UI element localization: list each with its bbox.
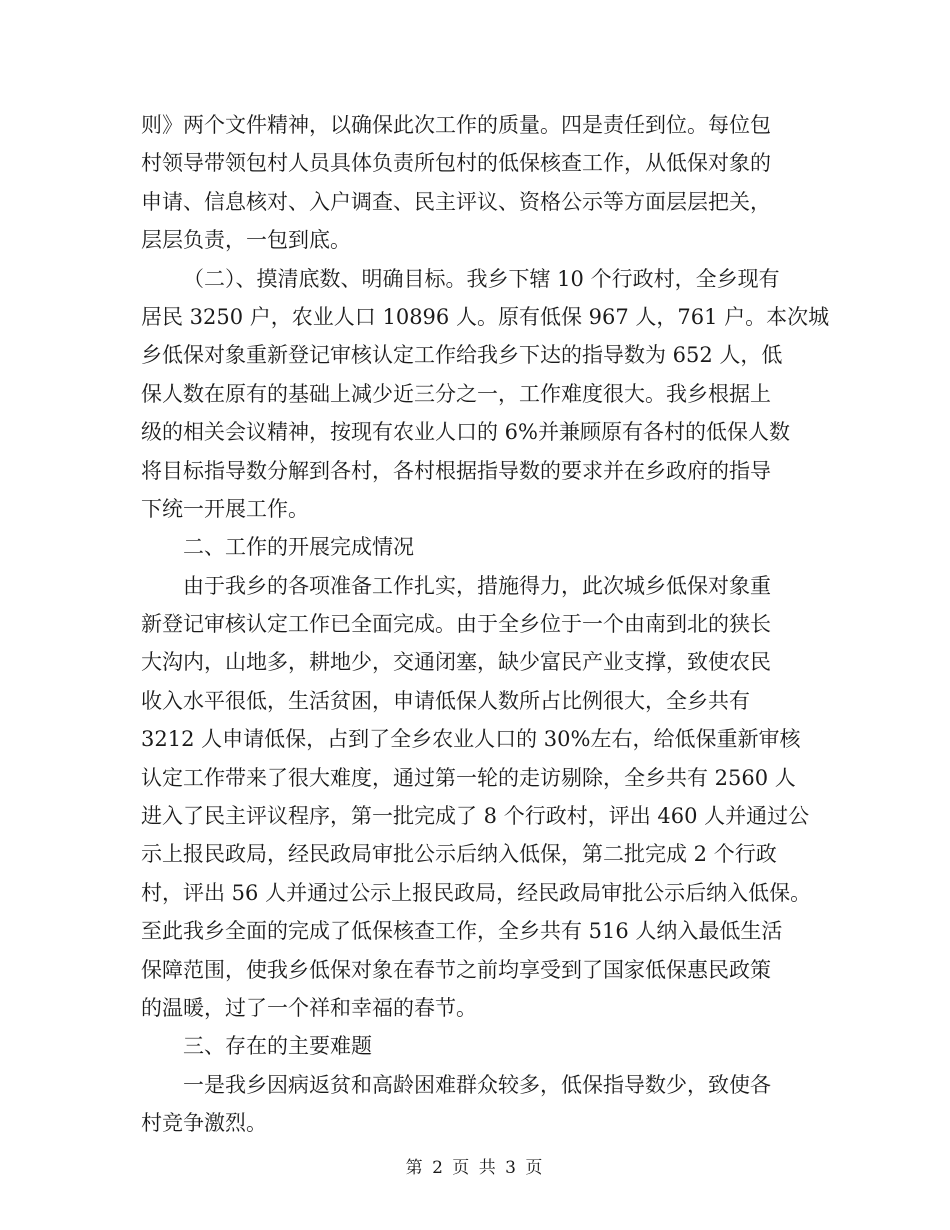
text-line: 将目标指导数分解到各村，各村根据指导数的要求并在乡政府的指导 [141,458,771,483]
text-line: 申请、信息核对、入户调查、民主评议、资格公示等方面层层把关， [141,189,771,214]
text-line: 村竞争激烈。 [141,1111,267,1136]
text-line: 进入了民主评议程序，第一批完成了 8 个行政村，评出 460 人并通过公 [141,804,810,829]
section-heading: 三、存在的主要难题 [183,1034,372,1059]
text-line: 村，评出 56 人并通过公示上报民政局，经民政局审批公示后纳入低保。 [141,880,812,905]
text-line: 至此我乡全面的完成了低保核查工作，全乡共有 516 人纳入最低生活 [141,919,783,944]
text-line: 3212 人申请低保，占到了全乡农业人口的 30%左右，给低保重新审核 [141,727,801,752]
text-line: 则》两个文件精神，以确保此次工作的质量。四是责任到位。每位包 [141,113,771,137]
paragraph-first-line: 由于我乡的各项准备工作扎实，措施得力，此次城乡低保对象重 [183,573,771,598]
text-line: 示上报民政局，经民政局审批公示后纳入低保，第二批完成 2 个行政 [141,842,777,867]
section-heading: 二、工作的开展完成情况 [183,535,414,560]
text-line: 层层负责，一包到底。 [141,228,351,253]
text-line: 级的相关会议精神，按现有农业人口的 6%并兼顾原有各村的低保人数 [141,420,790,445]
paragraph-first-line: 一是我乡因病返贫和高龄困难群众较多，低保指导数少，致使各 [183,1072,771,1097]
text-line: 的温暖，过了一个祥和幸福的春节。 [141,995,477,1020]
text-line: 新登记审核认定工作已全面完成。由于全乡位于一个由南到北的狭长 [141,612,771,637]
text-line: 大沟内，山地多，耕地少，交通闭塞，缺少富民产业支撑，致使农民 [141,650,771,675]
paragraph-first-line: （二）、摸清底数、明确目标。我乡下辖 10 个行政村，全乡现有 [183,266,780,291]
text-line: 保障范围，使我乡低保对象在春节之前均享受到了国家低保惠民政策 [141,957,771,982]
text-line: 认定工作带来了很大难度，通过第一轮的走访剔除，全乡共有 2560 人 [141,765,796,790]
text-line: 乡低保对象重新登记审核认定工作给我乡下达的指导数为 652 人，低 [141,343,783,368]
text-line: 收入水平很低，生活贫困，申请低保人数所占比例很大，全乡共有 [141,688,750,713]
text-line: 保人数在原有的基础上减少近三分之一，工作难度很大。我乡根据上 [141,381,771,406]
text-line: 下统一开展工作。 [141,496,309,521]
document-body [141,106,830,1143]
text-line: 居民 3250 户，农业人口 10896 人。原有低保 967 人，761 户。本次城 [141,304,830,329]
text-line: 村领导带领包村人员具体负责所包村的低保核查工作，从低保对象的 [141,151,771,176]
page-number-footer: 第 2 页 共 3 页 [405,1158,545,1178]
